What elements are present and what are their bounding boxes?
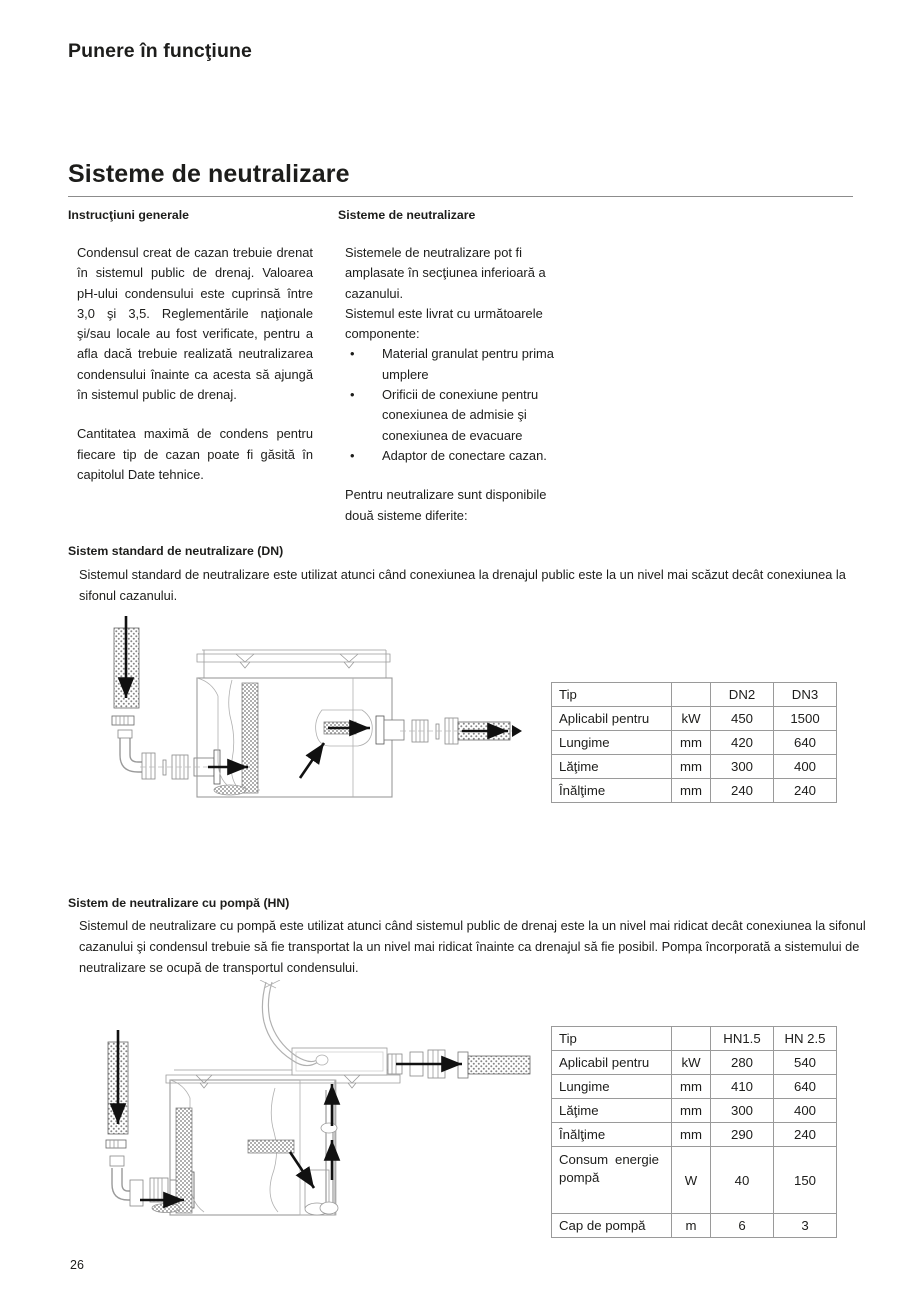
table-row [552, 755, 837, 779]
intro-left-heading: Instrucţiuni generale [68, 208, 189, 222]
table-row [552, 707, 837, 731]
intro-right-body [345, 243, 578, 526]
intro-left-paragraph-2: Cantitatea maximă de condens pentru fiecare tip de cazan poate fi găsită în capitolul Date tehnice. [77, 426, 313, 482]
bullet-icon: • [350, 387, 355, 403]
cell-label: Înălţime [552, 779, 672, 803]
cell-unit: mm [672, 1123, 711, 1147]
cell-unit: mm [672, 755, 711, 779]
cell-label: Lungime [552, 1075, 672, 1099]
cell-value: 290 [711, 1123, 774, 1147]
cell-value: 150 [774, 1147, 837, 1214]
cell-value: 400 [774, 755, 837, 779]
cell-value: 240 [774, 779, 837, 803]
table-row [552, 1214, 837, 1238]
intro-right-paragraph-3: Pentru neutralizare sunt disponibile două sisteme diferite: [345, 487, 547, 523]
intro-right-paragraph-1: Sistemele de neutralizare pot fi amplasate în secţiunea inferioară a cazanului. [345, 245, 546, 301]
list-item [345, 446, 578, 466]
section-hn-heading: Sistem de neutralizare cu pompă (HN) [68, 896, 290, 910]
section-dn-heading: Sistem standard de neutralizare (DN) [68, 544, 284, 558]
cell-label: Aplicabil pentru [552, 707, 672, 731]
cell-value: 400 [774, 1099, 837, 1123]
cell-label: Cap de pompă [552, 1214, 672, 1238]
table-row [552, 1051, 837, 1075]
cell-value: DN2 [711, 683, 774, 707]
cell-label: Lăţime [552, 1099, 672, 1123]
cell-value: 1500 [774, 707, 837, 731]
section-hn-body: Sistemul de neutralizare cu pompă este utilizat atunci când sistemul public de drenaj este la un nivel mai ridicat decât conexiunea la sifonul cazanului şi condensul trebuie să fie transportat la un nivel mai ridicat înainte ca drenajul să fie posibil. Pompa încorporată a sistemului de neutralizare se ocupă de transportul condensului. [79, 918, 866, 975]
cell-value: 410 [711, 1075, 774, 1099]
table-row [552, 731, 837, 755]
cell-value: 280 [711, 1051, 774, 1075]
table-row [552, 1075, 837, 1099]
table-row [552, 1099, 837, 1123]
cell-label [552, 1147, 672, 1214]
intro-right-heading: Sisteme de neutralizare [338, 208, 476, 222]
table-row [552, 779, 837, 803]
cell-value: 300 [711, 1099, 774, 1123]
table-row [552, 683, 837, 707]
cell-unit: mm [672, 1075, 711, 1099]
bullet-icon: • [350, 346, 355, 362]
cell-label-line-1: Consum energie [559, 1152, 659, 1167]
cell-value: 420 [711, 731, 774, 755]
section-dn-body: Sistemul standard de neutralizare este utilizat atunci când conexiunea la drenajul public este la un nivel mai scăzut decât conexiunea la sifonul cazanului. [79, 567, 846, 603]
list-item-label: Material granulat pentru prima umplere [382, 346, 554, 382]
intro-left-body [77, 243, 313, 485]
cell-unit: mm [672, 779, 711, 803]
table-row [552, 1123, 837, 1147]
list-item [345, 344, 578, 385]
cell-value: HN1.5 [711, 1027, 774, 1051]
cell-value: 300 [711, 755, 774, 779]
list-item-label: Orificii de conexiune pentru conexiunea de admisie şi conexiunea de evacuare [382, 387, 539, 443]
title-divider [68, 196, 853, 197]
cell-unit [672, 683, 711, 707]
cell-value: 6 [711, 1214, 774, 1238]
cell-unit: mm [672, 731, 711, 755]
page-title: Sisteme de neutralizare [68, 160, 350, 188]
list-item [345, 385, 578, 446]
cell-label: Tip [552, 1027, 672, 1051]
cell-value: HN 2.5 [774, 1027, 837, 1051]
dn-system-diagram [100, 610, 540, 820]
cell-unit: W [672, 1147, 711, 1214]
cell-value: 640 [774, 1075, 837, 1099]
table-row [552, 1027, 837, 1051]
cell-unit [672, 1027, 711, 1051]
cell-label: Lăţime [552, 755, 672, 779]
intro-left-paragraph-1: Condensul creat de cazan trebuie drenat în sistemul public de drenaj. Valoarea pH-ului condensului este cuprinsă între 3,0 şi 3,5. Reglementările naţionale şi/sau locale au fost verificate, pentru a afla dacă trebuie realizată neutralizarea condensului înainte ca acesta să ajungă în sistemul public de drenaj. [77, 245, 313, 403]
dn-spec-table [551, 682, 837, 803]
table-row [552, 1147, 837, 1214]
hn-system-diagram [100, 980, 540, 1220]
cell-value: 40 [711, 1147, 774, 1214]
cell-label: Tip [552, 683, 672, 707]
intro-right-paragraph-2: Sistemul este livrat cu următoarele componente: [345, 305, 543, 342]
cell-unit: mm [672, 1099, 711, 1123]
cell-value: DN3 [774, 683, 837, 707]
hn-spec-table [551, 1026, 837, 1238]
cell-label: Lungime [552, 731, 672, 755]
cell-unit: kW [672, 1051, 711, 1075]
bullet-icon: • [350, 447, 355, 463]
cell-label-line-2: pompă [559, 1170, 600, 1185]
cell-label: Înălţime [552, 1123, 672, 1147]
cell-value: 450 [711, 707, 774, 731]
cell-value: 240 [774, 1123, 837, 1147]
cell-unit: m [672, 1214, 711, 1238]
cell-value: 540 [774, 1051, 837, 1075]
cell-unit: kW [672, 707, 711, 731]
running-head: Punere în funcţiune [68, 40, 252, 62]
cell-value: 3 [774, 1214, 837, 1238]
cell-value: 640 [774, 731, 837, 755]
component-list [345, 344, 578, 466]
list-item-label: Adaptor de conectare cazan. [382, 447, 547, 463]
page-number: 26 [70, 1258, 84, 1272]
cell-label: Aplicabil pentru [552, 1051, 672, 1075]
cell-value: 240 [711, 779, 774, 803]
